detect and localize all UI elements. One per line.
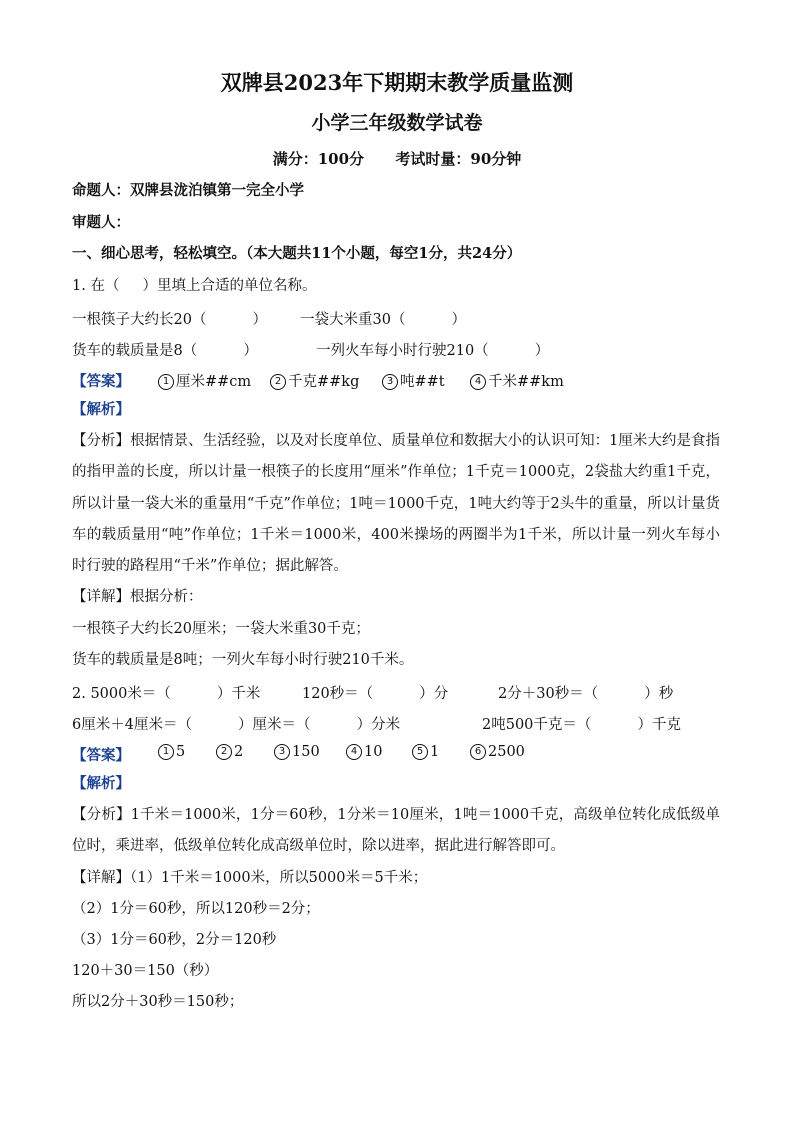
q1-item-chopstick: 一根筷子大约长20（ ） xyxy=(72,312,268,328)
q2-analysis: 【分析】1千米＝1000米，1分＝60秒，1分米＝10厘米，1吨＝1000千克，高级单位转化成低级单位时，乘进率，低级单位转化成高级单位时，除以进率，据此进行解答即可。 xyxy=(72,807,720,855)
q1-item-truck: 货车的载质量是8（ ） xyxy=(72,343,258,359)
q2-answer-3: 3 150 xyxy=(274,744,320,760)
circled-number-4: 4 xyxy=(470,374,486,390)
q1-jiexi-label: 【解析】 xyxy=(72,401,130,418)
q2-detail-2: （2）1分＝60秒，所以120秒＝2分； xyxy=(72,901,320,917)
circled-number-2: 2 xyxy=(270,374,286,390)
q1-answer-1: 1 厘米##cm xyxy=(158,370,251,391)
q2-detail-3: （3）1分＝60秒，2分＝120秒 xyxy=(72,932,277,948)
circled-number-1: 1 xyxy=(158,374,174,390)
q1-answer-3: 3 吨##t xyxy=(382,370,445,391)
q1-answer-4: 4 千米##km xyxy=(470,370,564,391)
q1-prompt: 1. 在（ ）里填上合适的单位名称。 xyxy=(72,278,317,294)
q2-detail-5: 所以2分＋30秒＝150秒； xyxy=(72,994,244,1010)
q2-answer-6: 6 2500 xyxy=(470,744,525,760)
q1-item-rice: 一袋大米重30（ ） xyxy=(300,312,467,328)
score-time: 满分：100分 考试时量：90分钟 xyxy=(272,150,522,168)
q2-answer-5: 5 1 xyxy=(412,744,439,760)
author-line: 命题人：双牌县泷泊镇第一完全小学 xyxy=(72,182,304,199)
q1-detail-2: 货车的载质量是8吨；一列火车每小时行驶210千米。 xyxy=(72,652,414,668)
q1-detail-label: 【详解】根据分析： xyxy=(72,589,203,605)
circled-number-2: 2 xyxy=(216,744,232,760)
q1-detail-1: 一根筷子大约长20厘米；一袋大米重30千克； xyxy=(72,621,370,637)
circled-number-5: 5 xyxy=(412,744,428,760)
circled-number-3: 3 xyxy=(274,744,290,760)
q2-detail-4: 120＋30＝150（秒） xyxy=(72,963,219,979)
q1-item-train: 一列火车每小时行驶210（ ） xyxy=(316,343,550,359)
q1-analysis: 【分析】根据情景、生活经验，以及对长度单位、质量单位和数据大小的认识可知：1厘米大约是食指的指甲盖的长度，所以计量一根筷子的长度用“厘米”作单位；1千克＝1000克，2袋盐大约重1千克，所以计量一袋大米的重量用“千克”作单位；1吨＝1000千克，1吨大约等于2头牛的重量，所以计量货车的载质量用“吨”作单位；1千米＝1000米，400米操场的两圈半为1千米，所以计量一列火车每小时行驶的路程用“千米”作单位；据此解答。 xyxy=(72,433,720,575)
q2-item-minutes: 2分＋30秒＝（ ）秒 xyxy=(498,686,674,702)
circled-number-1: 1 xyxy=(158,744,174,760)
q2-answer-4: 4 10 xyxy=(346,744,382,760)
q2-answer-label: 【答案】 xyxy=(72,747,130,764)
q1-answer-label: 【答案】 xyxy=(72,373,130,390)
q2-item-meters: 2. 5000米＝（ ）千米 xyxy=(72,686,261,702)
q2-item-ton: 2吨500千克＝（ ）千克 xyxy=(482,717,681,733)
circled-number-3: 3 xyxy=(382,374,398,390)
q2-item-seconds: 120秒＝（ ）分 xyxy=(302,686,449,702)
page-title: 双牌县2023年下期期末教学质量监测 xyxy=(220,70,574,95)
reviewer-line: 审题人： xyxy=(72,214,130,231)
q2-answer-2: 2 2 xyxy=(216,744,243,760)
q1-answer-2: 2 千克##kg xyxy=(270,370,359,391)
q2-answer-1: 1 5 xyxy=(158,744,185,760)
circled-number-4: 4 xyxy=(346,744,362,760)
q2-item-cm: 6厘米＋4厘米＝（ ）厘米＝（ ）分米 xyxy=(72,717,401,733)
q2-jiexi-label: 【解析】 xyxy=(72,775,130,792)
circled-number-6: 6 xyxy=(470,744,486,760)
page-subtitle: 小学三年级数学试卷 xyxy=(311,112,483,134)
section-heading: 一、细心思考，轻松填空。（本大题共11个小题，每空1分，共24分） xyxy=(72,245,522,262)
q2-detail-1: 【详解】（1）1千米＝1000米，所以5000米＝5千米； xyxy=(72,870,428,886)
